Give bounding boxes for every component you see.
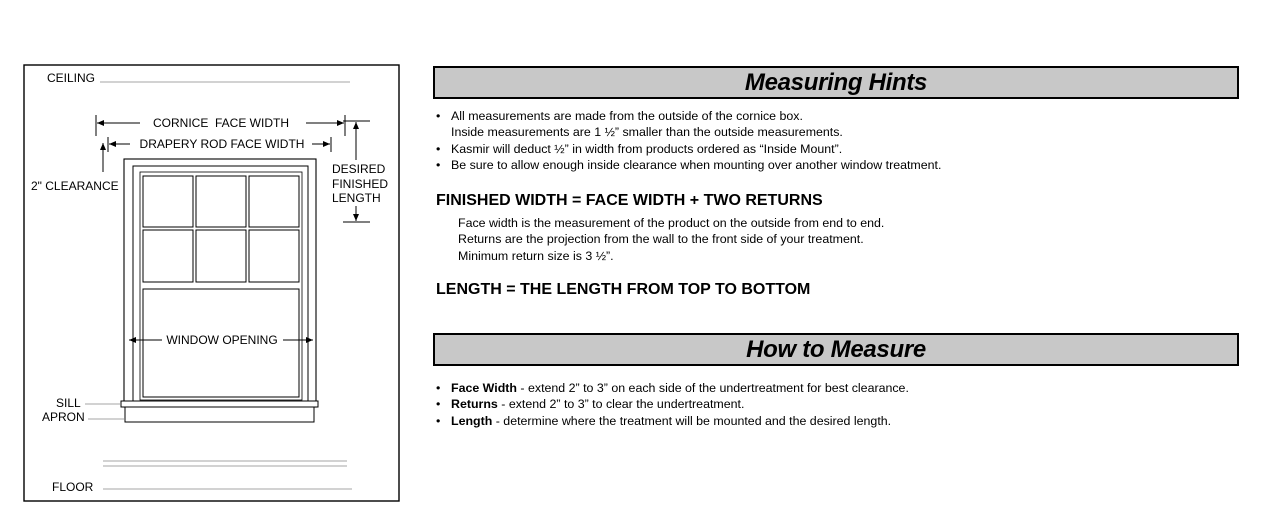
window-sill bbox=[121, 401, 318, 407]
note-line: Returns are the projection from the wall to the front side of your treatment. bbox=[458, 232, 864, 247]
measure-text: - extend 2” to 3” to clear the undertreatment. bbox=[497, 397, 745, 412]
cornice-face-width-label: CORNICE FACE WIDTH bbox=[152, 116, 290, 130]
hint-text: All measurements are made from the outside of the cornice box. bbox=[451, 109, 803, 123]
measure-text: - extend 2” to 3” on each side of the undertreatment for best clearance. bbox=[516, 381, 909, 395]
bullet-icon: • bbox=[436, 397, 441, 412]
measuring-hints-banner bbox=[433, 66, 1239, 99]
bullet-icon: • bbox=[436, 109, 441, 123]
bullet-icon: • bbox=[436, 381, 441, 395]
clearance-label: 2" CLEARANCE bbox=[31, 179, 119, 193]
finished-width-notes bbox=[458, 215, 884, 264]
window-opening-label: WINDOW OPENING bbox=[166, 333, 278, 347]
desired-label: DESIRED bbox=[332, 162, 386, 176]
floor-label: FLOOR bbox=[52, 480, 94, 494]
list-item bbox=[436, 413, 909, 429]
hint-text: Be sure to allow enough inside clearance when mounting over another window treatment. bbox=[451, 157, 942, 172]
how-to-measure-title: How to Measure bbox=[746, 335, 926, 363]
window-apron bbox=[125, 407, 314, 422]
list-item bbox=[436, 396, 909, 412]
finished-label: FINISHED bbox=[332, 177, 389, 191]
bullet-icon: • bbox=[436, 141, 441, 156]
length-label: LENGTH bbox=[332, 191, 381, 205]
measuring-hints-list bbox=[436, 108, 941, 173]
drapery-rod-face-width-label: DRAPERY ROD FACE WIDTH bbox=[139, 137, 305, 151]
window-measurement-diagram bbox=[0, 0, 420, 510]
ceiling-label: CEILING bbox=[47, 71, 96, 85]
hint-text: Inside measurements are 1 ½” smaller than the outside measurements. bbox=[451, 125, 843, 140]
bullet-icon: • bbox=[436, 157, 441, 172]
measure-term: Returns bbox=[451, 397, 498, 412]
list-item bbox=[436, 380, 909, 396]
list-item bbox=[436, 108, 941, 124]
note-line: Minimum return size is 3 ½”. bbox=[458, 248, 614, 263]
note-line: Face width is the measurement of the product on the outside from end to end. bbox=[458, 216, 885, 230]
measure-term: Face Width bbox=[451, 381, 517, 395]
measuring-hints-title: Measuring Hints bbox=[744, 68, 928, 96]
finished-width-heading: FINISHED WIDTH = FACE WIDTH + TWO RETURNS bbox=[436, 192, 823, 209]
list-item bbox=[436, 141, 941, 157]
measure-text: - determine where the treatment will be mounted and the desired length. bbox=[492, 413, 892, 428]
list-item-continuation bbox=[436, 124, 941, 140]
sill-label: SILL bbox=[56, 396, 81, 410]
how-to-measure-list bbox=[436, 380, 909, 429]
how-to-measure-banner bbox=[433, 333, 1239, 366]
measure-term: Length bbox=[451, 413, 493, 428]
list-item bbox=[436, 157, 941, 173]
hint-text: Kasmir will deduct ½” in width from products ordered as “Inside Mount”. bbox=[451, 141, 843, 156]
length-heading: LENGTH = THE LENGTH FROM TOP TO BOTTOM bbox=[436, 281, 811, 298]
bullet-icon: • bbox=[436, 413, 441, 428]
apron-label: APRON bbox=[42, 410, 85, 424]
